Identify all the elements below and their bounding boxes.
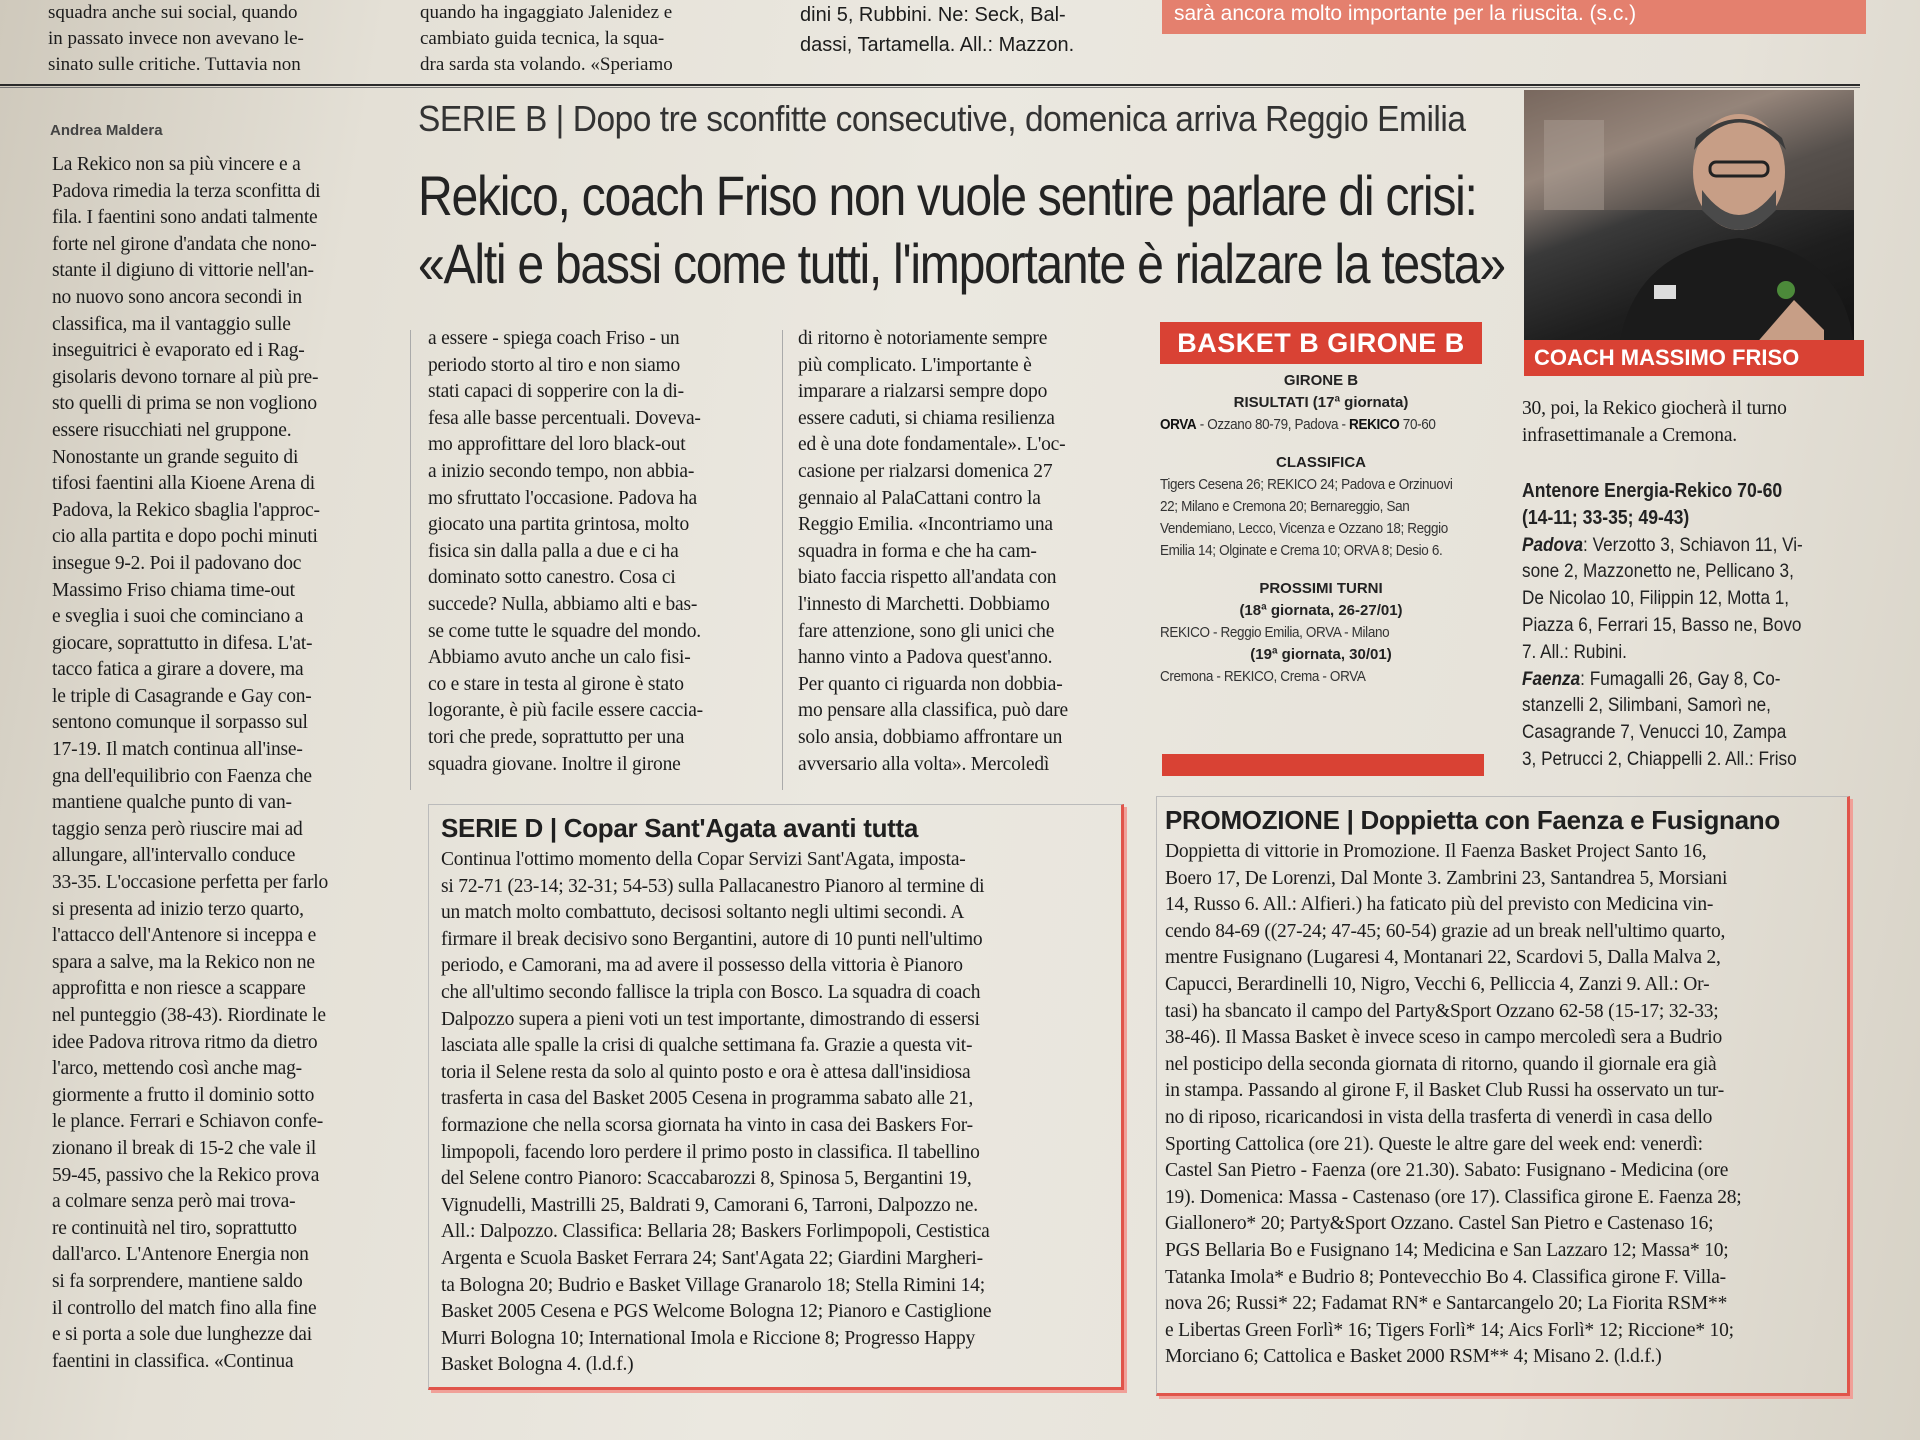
serie-d-line: Basket 2005 Cesena e PGS Welcome Bologna 12; Pianoro e Castiglione xyxy=(441,1301,992,1323)
tabellino-team: Faenza xyxy=(1522,667,1581,690)
top-col3-line: dassi, Tartamella. All.: Mazzon. xyxy=(800,34,1075,56)
article-col2-line: periodo storto al tiro e non siamo xyxy=(428,354,681,376)
promozione-line: nel posticipo della seconda giornata di ritorno, quando il giornale era già xyxy=(1165,1053,1717,1075)
top-col2-line: cambiato guida tecnica, la squa- xyxy=(420,28,665,49)
stats-res-bold-2: REKICO xyxy=(1349,416,1400,433)
article-col1-line: giocare, soprattutto in difesa. L'at- xyxy=(52,632,313,654)
article-col1-line: re continuità nel tiro, soprattutto xyxy=(52,1217,297,1239)
article-col1-line: fila. I faentini sono andati talmente xyxy=(52,207,318,229)
article-col1-line: sto quelli di prima se non vogliono xyxy=(52,393,317,415)
promozione-line: nova 26; Russi* 22; Fadamat RN* e Santarcangelo 20; La Fiorita RSM** xyxy=(1165,1293,1728,1315)
promozione-line: cendo 84-69 ((27-24; 47-45; 60-54) grazie ad un break nell'ultimo quarto, xyxy=(1165,920,1726,942)
article-col1-line: sentono comunque il sorpasso sul xyxy=(52,712,308,734)
article-col2-line: Abbiamo avuto anche un calo fisi- xyxy=(428,647,691,669)
article-col1-line: gna dell'equilibrio con Faenza che xyxy=(52,765,312,787)
top-col2-line: dra sarda sta volando. «Speriamo xyxy=(420,54,673,75)
serie-d-line: del Selene contro Pianoro: Scaccabarozzi 8, Spinosa 5, Bergantini 19, xyxy=(441,1168,972,1190)
article-col1-line: l'attacco dell'Antenore si inceppa e xyxy=(52,925,317,947)
stats-risultati-head: RISULTATI (17ª giornata) xyxy=(1233,394,1409,411)
article-col1-line: faentini in classifica. «Continua xyxy=(52,1350,294,1372)
article-col1-line: a colmare senza però mai trova- xyxy=(52,1191,296,1213)
article-col3-line: imparare a rialzarsi sempre dopo xyxy=(798,381,1048,403)
serie-d-line: toria il Selene resta da solo al quinto posto e ora è attesa dall'insidiosa xyxy=(441,1061,971,1083)
stats-classifica-line: 22; Milano e Cremona 20; Bernareggio, San xyxy=(1160,498,1410,515)
tabellino-parziali: (14-11; 33-35; 49-43) xyxy=(1522,506,1690,529)
serie-d-line: lasciata alle spalle la crisi di qualche settimana fa. Grazie a questa vit- xyxy=(441,1035,973,1057)
article-col3-line: gennaio al PalaCattani contro la xyxy=(798,487,1041,509)
promozione-line: tasi) ha sbancato il campo del Party&Sport Ozzano 62-58 (15-17; 32-33; xyxy=(1165,1000,1719,1022)
promozione-line: PGS Bellaria Bo e Fusignano 14; Medicina e San Lazzaro 12; Massa* 10; xyxy=(1165,1239,1729,1261)
stats-classifica-line: Emilia 14; Olginate e Crema 10; ORVA 8; Desio 6. xyxy=(1160,542,1443,559)
article-col1-line: si presenta ad inizio terzo quarto, xyxy=(52,898,304,920)
top-divider-shadow xyxy=(0,87,1860,88)
headline-line-2: «Alti e bassi come tutti, l'importante è rialzare la testa» xyxy=(418,232,1505,295)
coach-photo xyxy=(1524,90,1854,346)
article-col1-line: 59-45, passivo che la Rekico prova xyxy=(52,1164,320,1186)
tabellino-players: 7. All.: Rubini. xyxy=(1522,640,1627,663)
article-col3-line: Reggio Emilia. «Incontriamo una xyxy=(798,514,1053,536)
promozione-line: Giallonero* 20; Party&Sport Ozzano. Castel San Pietro e Castenaso 16; xyxy=(1165,1213,1714,1235)
serie-d-line: Continua l'ottimo momento della Copar Servizi Sant'Agata, imposta- xyxy=(441,849,966,870)
tabellino-line xyxy=(1522,719,1862,746)
article-col2-line: co e stare in testa al girone è stato xyxy=(428,673,684,695)
article-col4-line: 30, poi, la Rekico giocherà il turno xyxy=(1522,398,1787,419)
article-col3-line: fare attenzione, sono gli unici che xyxy=(798,620,1055,642)
tabellino-title: Antenore Energia-Rekico 70-60 xyxy=(1522,480,1783,502)
article-col1-line: La Rekico non sa più vincere e a xyxy=(52,154,301,175)
column-rule-1 xyxy=(410,330,411,790)
serie-d-box xyxy=(428,804,1124,1390)
article-col2-line: se come tutte le squadre del mondo. xyxy=(428,620,701,642)
article-col2-line: fisica sin dalla palla a due e ci ha xyxy=(428,540,679,562)
article-col1-line: stante il digiuno di vittorie nell'an- xyxy=(52,260,314,282)
promozione-box xyxy=(1156,796,1850,1396)
top-col1-line: sinato sulle critiche. Tuttavia non xyxy=(48,54,301,75)
article-col1-line: e si porta a sole due lunghezze dai xyxy=(52,1324,312,1346)
serie-d-line: ta Bologna 20; Budrio e Basket Village Granarolo 18; Stella Rimini 14; xyxy=(441,1274,985,1296)
top-column-3 xyxy=(800,0,1140,80)
stats-turno19-head: (19ª giornata, 30/01) xyxy=(1250,646,1392,663)
stats-box-title: BASKET B GIRONE B xyxy=(1160,322,1482,364)
article-col1-line: classifica, ma il vantaggio sulle xyxy=(52,313,291,335)
top-divider xyxy=(0,84,1860,86)
serie-d-line: Vignudelli, Mastrilli 25, Baldrati 9, Camorani 6, Tarroni, Dalpozzo ne. xyxy=(441,1194,978,1216)
top-col1-line: squadra anche sui social, quando xyxy=(48,2,298,23)
headline-line-1: Rekico, coach Friso non vuole sentire parlare di crisi: xyxy=(418,164,1477,227)
article-col2-line: stati capaci di sopperire con la di- xyxy=(428,381,684,403)
promozione-line: Morciano 6; Cattolica e Basket 2000 RSM** 4; Misano 2. (l.d.f.) xyxy=(1165,1346,1662,1368)
article-col1-line: Padova, la Rekico sbaglia l'approc- xyxy=(52,499,320,521)
article-col3-line: ed è una dote fondamentale». L'oc- xyxy=(798,434,1066,456)
article-col3-line: squadra in forma e che ha cam- xyxy=(798,540,1037,562)
article-col3-line: avversario alla volta». Mercoledì xyxy=(798,753,1050,775)
article-column-4 xyxy=(1522,396,1858,449)
serie-d-line: All.: Dalpozzo. Classifica: Bellaria 28; Baskers Forlimpopoli, Cestistica xyxy=(441,1221,990,1243)
article-col1-line: dall'arco. L'Antenore Energia non xyxy=(52,1244,309,1266)
article-col3-line: essere caduti, si chiama resilienza xyxy=(798,407,1055,429)
promozione-line: Boero 17, De Lorenzi, Dal Monte 3. Zambrini 23, Santandrea 5, Morsiani xyxy=(1165,867,1728,889)
article-col2-line: a essere - spiega coach Friso - un xyxy=(428,328,680,349)
stats-risultati xyxy=(1160,414,1466,436)
stats-res-text-1: - Ozzano 80-79, Padova - xyxy=(1196,416,1350,433)
article-col1-line: tacco fatica a girare a dovere, ma xyxy=(52,659,304,681)
tabellino-players: Piazza 6, Ferrari 15, Basso ne, Bovo xyxy=(1522,613,1802,636)
serie-d-line: limpopoli, facendo loro perdere il primo posto in classifica. Il tabellino xyxy=(441,1141,980,1163)
tabellino-team: Padova xyxy=(1522,533,1584,556)
article-col3-line: più complicato. L'importante è xyxy=(798,354,1032,376)
article-col2-line: succede? Nulla, abbiamo alti e bas- xyxy=(428,593,698,615)
stats-res-text-2: 70-60 xyxy=(1399,416,1436,433)
article-col4-line: infrasettimanale a Cremona. xyxy=(1522,424,1737,446)
tabellino-line xyxy=(1522,558,1862,585)
promozione-head: PROMOZIONE | Doppietta con Faenza e Fusignano xyxy=(1165,805,1780,835)
article-col1-line: 17-19. Il match continua all'inse- xyxy=(52,739,303,761)
serie-d-line: Basket Bologna 4. (l.d.f.) xyxy=(441,1354,634,1376)
article-col1-line: Massimo Friso chiama time-out xyxy=(52,579,295,601)
tabellino xyxy=(1522,478,1862,773)
tabellino-line xyxy=(1522,612,1862,639)
stats-girone: GIRONE B xyxy=(1283,372,1359,389)
article-col3-line: Per quanto ci riguarda non dobbia- xyxy=(798,673,1063,695)
serie-d-line: si 72-71 (23-14; 32-31; 54-53) sulla Pallacanestro Pianoro al termine di xyxy=(441,875,985,897)
article-col1-line: essere risucchiati nel gruppone. xyxy=(52,419,292,441)
tabellino-lines xyxy=(1522,532,1862,773)
stats-box-bottom-bar xyxy=(1162,754,1484,776)
article-col2-line: mo sfruttato l'occasione. Padova ha xyxy=(428,487,697,509)
top-box-text: sarà ancora molto importante per la riuscita. (s.c.) xyxy=(1174,2,1637,25)
promozione-line: Doppietta di vittorie in Promozione. Il Faenza Basket Project Santo 16, xyxy=(1165,841,1707,862)
article-col1-line: le plance. Ferrari e Schiavon confe- xyxy=(52,1111,324,1133)
tabellino-players: sone 2, Mazzonetto ne, Pellicano 3, xyxy=(1522,560,1794,583)
article-col1-line: idee Padova ritrova ritmo da dietro xyxy=(52,1031,318,1053)
article-col1-line: mantiene qualche punto di van- xyxy=(52,792,292,814)
tabellino-players: stanzelli 2, Silimbani, Samorì ne, xyxy=(1522,694,1771,717)
article-col1-line: l'arco, mettendo così anche mag- xyxy=(52,1058,302,1080)
article-col1-line: no nuovo sono ancora secondi in xyxy=(52,286,302,308)
article-col2-line: fesa alle basse percentuali. Doveva- xyxy=(428,407,701,429)
article-col1-line: allungare, all'intervallo conduce xyxy=(52,845,296,867)
kicker: SERIE B | Dopo tre sconfitte consecutive, domenica arriva Reggio Emilia xyxy=(418,98,1466,139)
tabellino-players: : Verzotto 3, Schiavon 11, Vi- xyxy=(1583,533,1803,556)
promozione-text xyxy=(1165,839,1841,1371)
serie-d-line: periodo, e Camorani, ma ad avere il possesso della vittoria è Pianoro xyxy=(441,955,963,977)
article-col2-line: a inizio secondo tempo, non abbia- xyxy=(428,460,695,482)
article-col1-line: 33-35. L'occasione perfetta per farlo xyxy=(52,872,329,894)
article-column-1 xyxy=(52,152,396,1375)
article-col1-line: gisolaris devono tornare al più pre- xyxy=(52,366,319,388)
tabellino-players: De Nicolao 10, Filippin 12, Motta 1, xyxy=(1522,587,1790,610)
serie-d-line: Murri Bologna 10; International Imola e Riccione 8; Progresso Happy xyxy=(441,1327,976,1349)
photo-caption: COACH MASSIMO FRISO xyxy=(1524,340,1864,376)
tabellino-line xyxy=(1522,692,1862,719)
stats-classifica-line: Vendemiano, Lecco, Vicenza e Ozzano 18; Reggio xyxy=(1160,520,1448,537)
article-column-3 xyxy=(798,326,1120,778)
promozione-line: no di riposo, ricaricandosi in vista della trasferta di venerdì in casa dello xyxy=(1165,1106,1713,1128)
article-col3-line: l'innesto di Marchetti. Dobbiamo xyxy=(798,593,1050,615)
tabellino-line xyxy=(1522,639,1862,666)
article-col1-line: e sveglia i suoi che cominciano a xyxy=(52,606,304,628)
article-col1-line: nel punteggio (38-43). Riordinate le xyxy=(52,1005,326,1026)
article-col2-line: logorante, è più facile essere caccia- xyxy=(428,700,703,722)
top-col3-line: dini 5, Rubbini. Ne: Seck, Bal- xyxy=(800,4,1066,26)
promozione-line: mentre Fusignano (Lugaresi 4, Montanari 22, Scardovi 5, Dalla Malva 2, xyxy=(1165,947,1721,969)
article-col2-line: squadra giovane. Inoltre il girone xyxy=(428,753,681,775)
tabellino-line xyxy=(1522,532,1862,559)
tabellino-players: : Fumagalli 26, Gay 8, Co- xyxy=(1580,667,1781,690)
promozione-line: 38-46). Il Massa Basket è invece sceso in campo mercoledì sera a Budrio xyxy=(1165,1027,1723,1049)
tabellino-line xyxy=(1522,666,1862,693)
coach-photo-illustration xyxy=(1524,90,1854,346)
article-col1-line: il controllo del match fino alla fine xyxy=(52,1297,317,1319)
serie-d-head: SERIE D | Copar Sant'Agata avanti tutta xyxy=(441,813,919,843)
stats-turno18-head: (18ª giornata, 26-27/01) xyxy=(1239,602,1403,619)
article-col3-line: solo ansia, dobbiamo affrontare un xyxy=(798,726,1063,748)
article-col2-line: mo approfittare del loro black-out xyxy=(428,434,686,456)
serie-d-line: firmare il break decisivo sono Bergantini, autore di 10 punti nell'ultimo xyxy=(441,928,983,950)
promozione-line: Castel San Pietro - Faenza (ore 21.30). Sabato: Fusignano - Medicina (ore xyxy=(1165,1160,1729,1182)
byline: Andrea Maldera xyxy=(50,122,163,139)
stats-classifica xyxy=(1160,474,1480,562)
article-col1-line: Nonostante un grande seguito di xyxy=(52,446,299,468)
article-col1-line: inseguitrici è evaporato ed i Rag- xyxy=(52,340,305,362)
top-col2-line: quando ha ingaggiato Jalenidez e xyxy=(420,2,673,23)
stats-res-bold-1: ORVA xyxy=(1160,416,1197,433)
article-col3-line: casione per rialzarsi domenica 27 xyxy=(798,460,1053,482)
promozione-line: 14, Russo 6. All.: Alfieri.) ha faticato più del previsto con Medicina vin- xyxy=(1165,894,1714,916)
article-col3-line: biato faccia rispetto all'andata con xyxy=(798,567,1057,589)
promozione-line: Tatanka Imola* e Budrio 8; Pontevecchio Bo 4. Classifica girone F. Villa- xyxy=(1165,1266,1726,1288)
stats-turno19: Cremona - REKICO, Crema - ORVA xyxy=(1160,668,1366,685)
promozione-line: 19). Domenica: Massa - Castenaso (ore 17). Classifica girone E. Faenza 28; xyxy=(1165,1186,1742,1208)
top-column-1 xyxy=(48,0,378,80)
article-col3-line: mo pensare alla classifica, può dare xyxy=(798,700,1069,722)
article-col1-line: zionano il break di 15-2 che vale il xyxy=(52,1137,317,1159)
serie-d-line: formazione che nella scorsa giornata ha vinto in casa dei Baskers For- xyxy=(441,1114,973,1136)
article-col1-line: insegue 9-2. Poi il padovano doc xyxy=(52,552,302,574)
stats-classifica-line: Tigers Cesena 26; REKICO 24; Padova e Orzinuovi xyxy=(1160,476,1453,493)
stats-classifica-head: CLASSIFICA xyxy=(1276,454,1366,471)
article-col1-line: approfitta e non riesce a scappare xyxy=(52,978,306,1000)
article-col1-line: spara a salve, ma la Rekico non ne xyxy=(52,951,315,973)
article-col2-line: dominato sotto canestro. Cosa ci xyxy=(428,567,676,589)
top-red-box xyxy=(1162,0,1866,34)
tabellino-players: Casagrande 7, Venucci 10, Zampa xyxy=(1522,721,1787,744)
column-rule-2 xyxy=(782,330,783,790)
promozione-line: Capucci, Berardinelli 10, Nigro, Vecchi 6, Pelliccia 4, Zanzi 9. All.: Or- xyxy=(1165,973,1710,995)
serie-d-line: un match molto combattuto, decisosi soltanto negli ultimi secondi. A xyxy=(441,902,965,924)
article-col1-line: Padova rimedia la terza sconfitta di xyxy=(52,180,321,202)
serie-d-line: trasferta in casa del Basket 2005 Cesena in programma sabato alle 21, xyxy=(441,1088,974,1110)
article-col3-line: di ritorno è notoriamente sempre xyxy=(798,328,1048,349)
article-col1-line: forte nel girone d'andata che nono- xyxy=(52,233,317,255)
tabellino-line xyxy=(1522,585,1862,612)
tabellino-players: 3, Petrucci 2, Chiappelli 2. All.: Friso xyxy=(1522,747,1797,770)
promozione-line: Sporting Cattolica (ore 21). Queste le altre gare del week end: venerdì: xyxy=(1165,1133,1703,1155)
serie-d-line: che all'ultimo secondo fallisce la tripla con Bosco. La squadra di coach xyxy=(441,981,981,1003)
article-column-2 xyxy=(428,326,764,778)
top-column-2 xyxy=(420,0,760,80)
stats-turni-head: PROSSIMI TURNI xyxy=(1259,580,1383,597)
article-col1-line: si fa sorprendere, mantiene saldo xyxy=(52,1270,303,1292)
serie-d-text xyxy=(441,847,1111,1379)
tabellino-line xyxy=(1522,746,1862,773)
top-col1-line: in passato invece non avevano le- xyxy=(48,28,304,49)
article-col1-line: giormente a frutto il dominio sotto xyxy=(52,1084,315,1106)
serie-d-line: Argenta e Scuola Basket Ferrara 24; Sant'Agata 22; Giardini Margheri- xyxy=(441,1247,983,1269)
article-col1-line: tifosi faentini alla Kioene Arena di xyxy=(52,473,316,495)
stats-box xyxy=(1160,370,1482,688)
article-col1-line: taggio senza però riuscire mai ad xyxy=(52,818,303,840)
promozione-line: e Libertas Green Forlì* 16; Tigers Forlì* 14; Aics Forlì* 12; Riccione* 10; xyxy=(1165,1319,1734,1341)
serie-d-line: Dalpozzo supera a pieni voti un test importante, dimostrando di essersi xyxy=(441,1008,980,1030)
article-col1-line: le triple di Casagrande e Gay con- xyxy=(52,685,312,707)
article-col2-line: giocato una partita grintosa, molto xyxy=(428,514,690,536)
article-col3-line: hanno vinto a Padova quest'anno. xyxy=(798,647,1053,669)
article-col2-line: tori che prede, soprattutto per una xyxy=(428,726,685,748)
article-col1-line: cio alla partita e dopo pochi minuti xyxy=(52,526,318,548)
promozione-line: in stampa. Passando al girone F, il Basket Club Russi ha osservato un tur- xyxy=(1165,1080,1724,1102)
stats-turno18: REKICO - Reggio Emilia, ORVA - Milano xyxy=(1160,624,1390,641)
